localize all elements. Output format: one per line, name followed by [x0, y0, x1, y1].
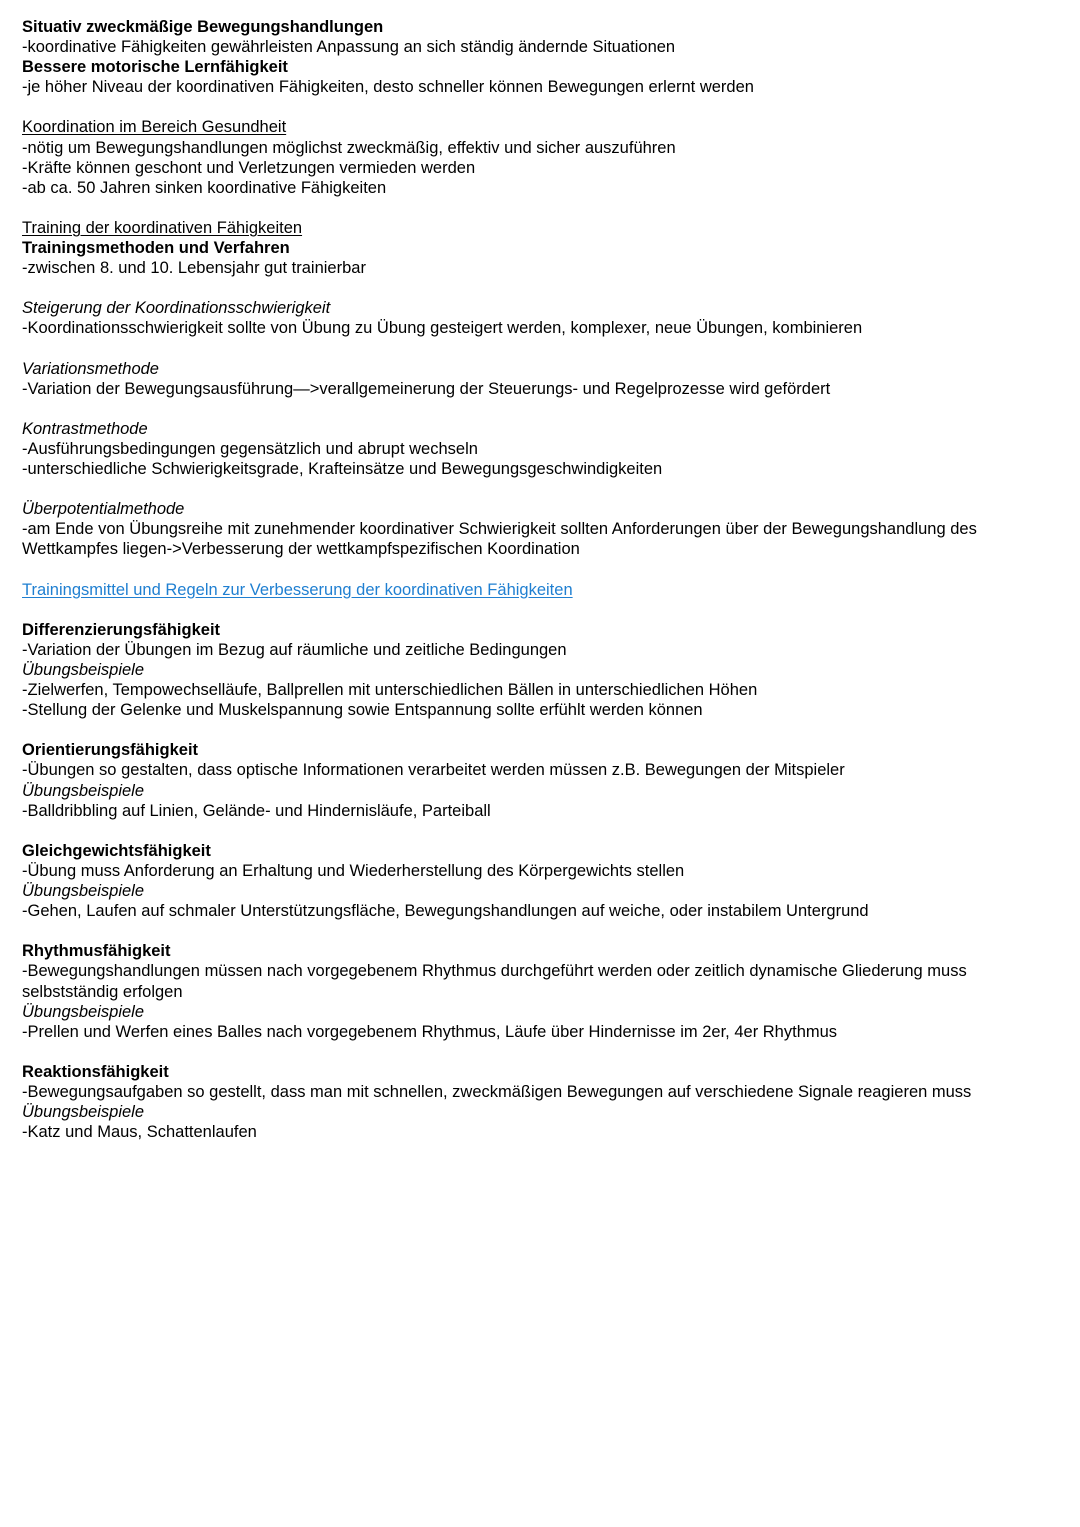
- spacer: [22, 399, 1062, 419]
- spacer: [22, 479, 1062, 499]
- method-title-steigerung: Steigerung der Koordinationsschwierigkeit: [22, 299, 331, 318]
- ability-title-orientierung: Orientierungsfähigkeit: [22, 741, 199, 760]
- ability-title-gleichgewicht: Gleichgewichtsfähigkeit: [22, 841, 211, 860]
- heading-situativ: Situativ zweckmäßige Bewegungshandlungen: [22, 18, 384, 36]
- example-line: -Prellen und Werfen eines Balles nach vorgegebenem Rhythmus, Läufe über Hindernisse im 2er, 4er Rhythmus: [22, 1022, 838, 1041]
- text-line: -Übungen so gestalten, dass optische Informationen verarbeitet werden müssen z.B. Bewegungen der Mitspieler: [22, 761, 845, 780]
- ability-title-rhythmus: Rhythmusfähigkeit: [22, 942, 171, 961]
- spacer: [22, 600, 1062, 620]
- example-line: -Zielwerfen, Tempowechselläufe, Ballprellen mit unterschiedlichen Bällen in unterschiedlichen Höhen: [22, 681, 758, 700]
- text-line: Wettkampfes liegen->Verbesserung der wettkampfspezifischen Koordination: [22, 540, 580, 559]
- heading-lernfaehigkeit: Bessere motorische Lernfähigkeit: [22, 58, 288, 77]
- spacer: [22, 97, 1062, 117]
- subheading-trainingsmethoden: Trainingsmethoden und Verfahren: [22, 239, 290, 258]
- example-line: -Gehen, Laufen auf schmaler Unterstützungsfläche, Bewegungshandlungen auf weiche, oder instabilem Untergrund: [22, 902, 869, 921]
- text-line: -ab ca. 50 Jahren sinken koordinative Fähigkeiten: [22, 178, 387, 197]
- spacer: [22, 720, 1062, 740]
- spacer: [22, 278, 1062, 298]
- text-line: -Variation der Übungen im Bezug auf räumliche und zeitliche Bedingungen: [22, 640, 567, 659]
- text-line: -unterschiedliche Schwierigkeitsgrade, Krafteinsätze und Bewegungsgeschwindigkeiten: [22, 460, 663, 479]
- document-page: [22, 17, 1062, 1142]
- text-line: -Ausführungsbedingungen gegensätzlich und abrupt wechseln: [22, 439, 478, 458]
- examples-label: Übungsbeispiele: [22, 1103, 145, 1122]
- text-line: -am Ende von Übungsreihe mit zunehmender koordinativer Schwierigkeit sollten Anforderungen über der Bewegungshandlung des: [22, 520, 977, 539]
- example-line: -Balldribbling auf Linien, Gelände- und Hindernisläufe, Parteiball: [22, 801, 491, 820]
- examples-label: Übungsbeispiele: [22, 661, 145, 679]
- trainingsmittel-link[interactable]: Trainingsmittel und Regeln zur Verbesserung der koordinativen Fähigkeiten: [22, 580, 573, 599]
- section-title-gesundheit: Koordination im Bereich Gesundheit: [22, 118, 287, 137]
- text-line: -Bewegungsaufgaben so gestellt, dass man mit schnellen, zweckmäßigen Bewegungen auf verschiedene Signale reagieren muss: [22, 1082, 972, 1101]
- text-line: -Übung muss Anforderung an Erhaltung und Wiederherstellung des Körpergewichts stellen: [22, 861, 685, 880]
- text-line: -Variation der Bewegungsausführung—>verallgemeinerung der Steuerungs- und Regelprozesse wird gefördert: [22, 379, 831, 398]
- text-line: -nötig um Bewegungshandlungen möglichst zweckmäßig, effektiv und sicher auszuführen: [22, 138, 676, 157]
- ability-title-differenzierung: Differenzierungsfähigkeit: [22, 620, 221, 639]
- example-line: -Katz und Maus, Schattenlaufen: [22, 1123, 257, 1142]
- spacer: [22, 1042, 1062, 1062]
- text-line: -Koordinationsschwierigkeit sollte von Übung zu Übung gesteigert werden, komplexer, neue Übungen, kombinieren: [22, 319, 863, 338]
- example-line: -Stellung der Gelenke und Muskelspannung sowie Entspannung sollte erfühlt werden können: [22, 701, 703, 720]
- text-line: -koordinative Fähigkeiten gewährleisten Anpassung an sich ständig ändernde Situationen: [22, 38, 676, 57]
- section-title-training: Training der koordinativen Fähigkeiten: [22, 218, 303, 237]
- examples-label: Übungsbeispiele: [22, 1002, 145, 1021]
- spacer: [22, 560, 1062, 580]
- text-line: -Kräfte können geschont und Verletzungen vermieden werden: [22, 158, 476, 177]
- spacer: [22, 198, 1062, 218]
- ability-title-reaktion: Reaktionsfähigkeit: [22, 1062, 169, 1081]
- text-line: -zwischen 8. und 10. Lebensjahr gut trainierbar: [22, 259, 366, 278]
- text-line: selbstständig erfolgen: [22, 982, 183, 1001]
- method-title-variation: Variationsmethode: [22, 359, 159, 378]
- method-title-ueberpotential: Überpotentialmethode: [22, 500, 185, 519]
- examples-label: Übungsbeispiele: [22, 882, 145, 901]
- spacer: [22, 921, 1062, 941]
- text-line: -Bewegungshandlungen müssen nach vorgegebenem Rhythmus durchgeführt werden oder zeitlich dynamische Gliederung muss: [22, 962, 967, 981]
- text-line: -je höher Niveau der koordinativen Fähigkeiten, desto schneller können Bewegungen erlernt werden: [22, 78, 754, 97]
- examples-label: Übungsbeispiele: [22, 781, 145, 800]
- method-title-kontrast: Kontrastmethode: [22, 419, 148, 438]
- spacer: [22, 821, 1062, 841]
- spacer: [22, 339, 1062, 359]
